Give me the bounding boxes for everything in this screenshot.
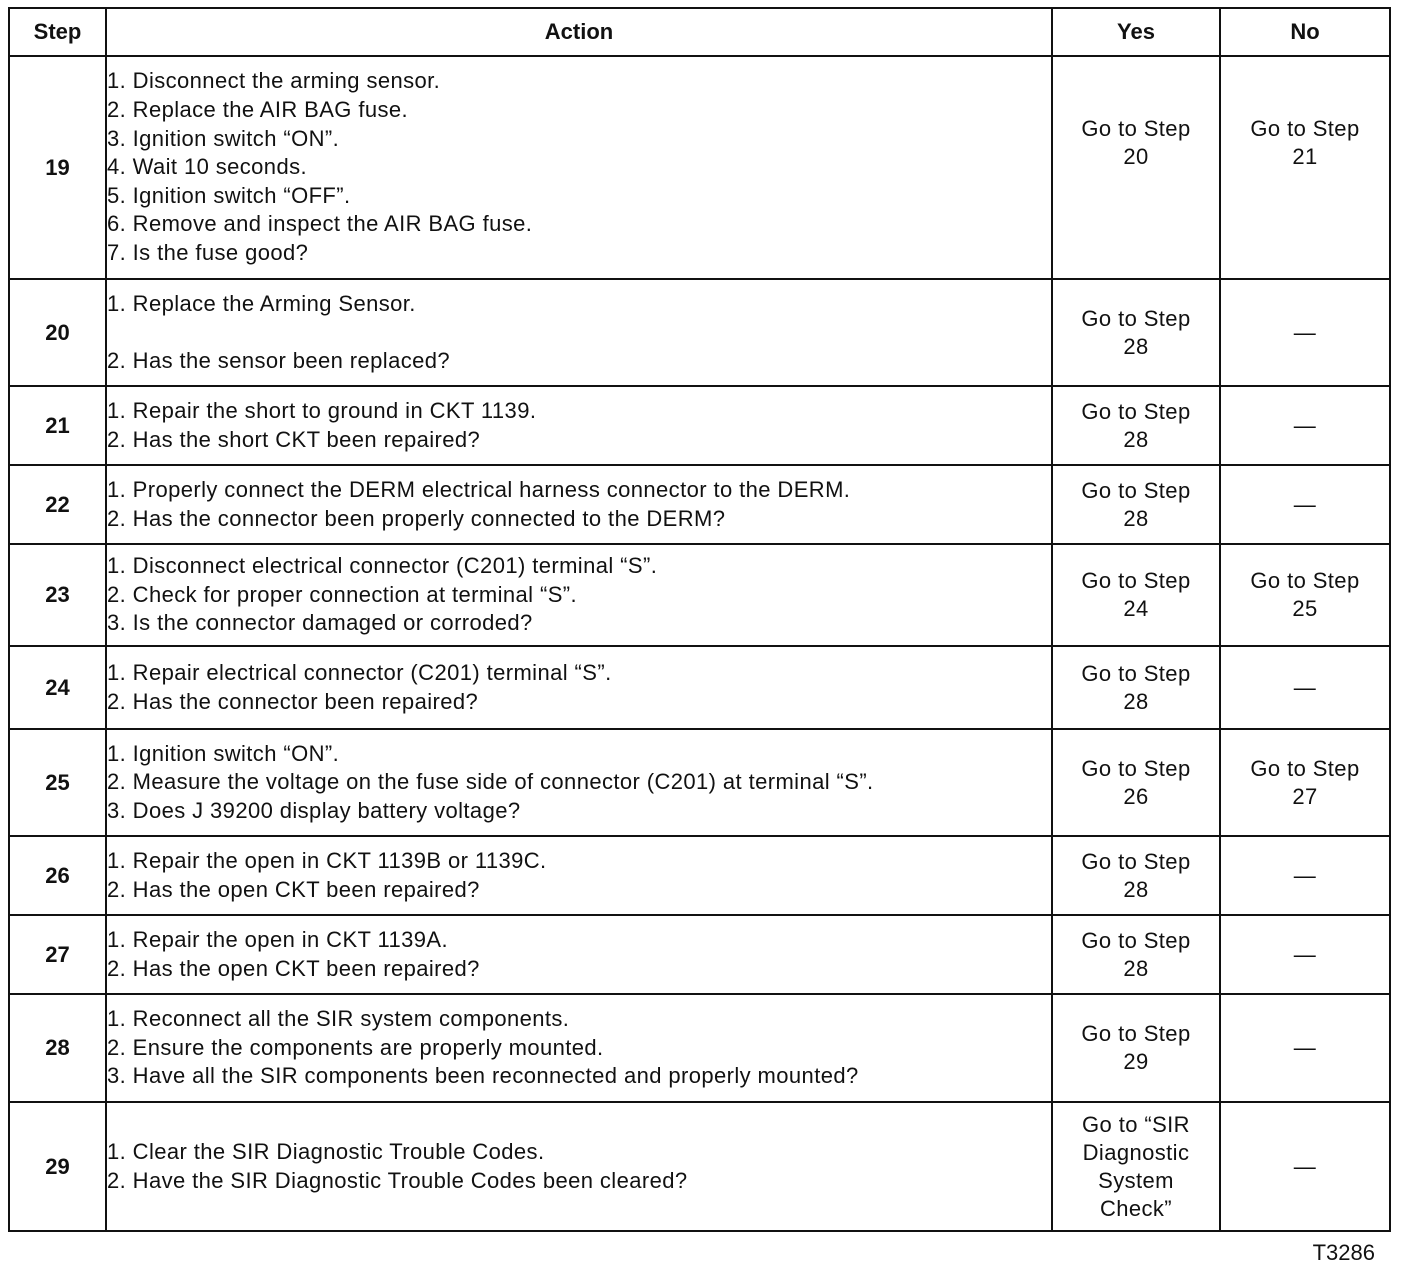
action-item: 1. Repair electrical connector (C201) terminal “S”. (107, 659, 612, 685)
action-list (107, 552, 1051, 638)
action-item: 1. Disconnect the arming sensor. (107, 68, 441, 94)
yes-cell (1052, 646, 1220, 729)
no-outcome: Go to Step 27 (1250, 755, 1360, 809)
action-list (107, 740, 1051, 826)
no-outcome: — (1293, 862, 1317, 888)
action-item: 6. Remove and inspect the AIR BAG fuse. (107, 211, 533, 237)
table-row (9, 915, 1390, 994)
yes-cell (1052, 386, 1220, 465)
no-cell (1220, 56, 1390, 279)
table-row (9, 994, 1390, 1102)
no-outcome: — (1293, 491, 1317, 517)
action-cell (106, 646, 1052, 729)
action-cell (106, 544, 1052, 646)
action-cell (106, 465, 1052, 544)
table-row (9, 544, 1390, 646)
action-item: 1. Replace the Arming Sensor. (107, 290, 416, 316)
yes-cell (1052, 836, 1220, 915)
no-outcome: — (1293, 941, 1317, 967)
action-item: 2. Has the connector been properly connected to the DERM? (107, 505, 726, 531)
table-row (9, 386, 1390, 465)
table-row (9, 1102, 1390, 1231)
table-row (9, 646, 1390, 729)
header-step: Step (9, 8, 106, 56)
action-item: 5. Ignition switch “OFF”. (107, 182, 351, 208)
table-row (9, 56, 1390, 279)
action-item: 2. Has the short CKT been repaired? (107, 426, 481, 452)
yes-outcome: Go to Step 28 (1081, 477, 1191, 531)
action-item: 2. Has the sensor been replaced? (107, 347, 451, 373)
step-number: 28 (9, 994, 106, 1102)
no-outcome: Go to Step 21 (1250, 116, 1360, 169)
step-number: 25 (9, 729, 106, 836)
action-item: 2. Check for proper connection at terminal “S”. (107, 581, 578, 607)
action-cell (106, 1102, 1052, 1231)
action-item: 1. Repair the open in CKT 1139B or 1139C. (107, 847, 547, 873)
action-cell (106, 729, 1052, 836)
no-cell (1220, 994, 1390, 1102)
table-row (9, 279, 1390, 386)
yes-outcome: Go to Step 28 (1081, 660, 1191, 714)
table-row (9, 729, 1390, 836)
action-item: 4. Wait 10 seconds. (107, 154, 307, 180)
step-number: 20 (9, 279, 106, 386)
yes-outcome: Go to Step 28 (1081, 927, 1191, 981)
yes-outcome: Go to Step 29 (1081, 1021, 1191, 1074)
action-list (107, 476, 1051, 533)
yes-outcome: Go to Step 28 (1081, 305, 1191, 359)
yes-outcome: Go to Step 26 (1081, 755, 1191, 809)
action-list (107, 847, 1051, 904)
yes-cell (1052, 465, 1220, 544)
figure-id: T3286 (1312, 1240, 1375, 1265)
header-no: No (1220, 8, 1390, 56)
yes-outcome: Go to Step 28 (1081, 848, 1191, 902)
header-yes: Yes (1052, 8, 1220, 56)
action-item: 2. Has the connector been repaired? (107, 688, 479, 714)
action-item: 1. Clear the SIR Diagnostic Trouble Codes. (107, 1138, 545, 1164)
action-list (107, 659, 1051, 716)
yes-cell (1052, 1102, 1220, 1231)
action-list (107, 397, 1051, 454)
step-number: 24 (9, 646, 106, 729)
action-item: 3. Have all the SIR components been reconnected and properly mounted? (107, 1063, 859, 1089)
action-item: 2. Replace the AIR BAG fuse. (107, 97, 409, 123)
yes-cell (1052, 56, 1220, 279)
yes-cell (1052, 994, 1220, 1102)
step-number: 29 (9, 1102, 106, 1231)
yes-outcome: Go to Step 28 (1081, 398, 1191, 452)
no-cell (1220, 729, 1390, 836)
action-cell (106, 836, 1052, 915)
no-cell (1220, 279, 1390, 386)
action-item: 1. Properly connect the DERM electrical harness connector to the DERM. (107, 476, 851, 502)
action-cell (106, 386, 1052, 465)
yes-outcome: Go to Step 24 (1081, 568, 1191, 621)
table-row (9, 836, 1390, 915)
action-item: 7. Is the fuse good? (107, 239, 309, 265)
no-cell (1220, 544, 1390, 646)
no-cell (1220, 1102, 1390, 1231)
step-number: 22 (9, 465, 106, 544)
action-item: 2. Has the open CKT been repaired? (107, 876, 480, 902)
action-cell (106, 994, 1052, 1102)
table-row (9, 465, 1390, 544)
header-action: Action (106, 8, 1052, 56)
yes-outcome: Go to Step 20 (1081, 116, 1191, 169)
action-item: 1. Ignition switch “ON”. (107, 740, 340, 766)
action-list (107, 926, 1051, 983)
header-row (9, 8, 1390, 56)
action-item: 1. Repair the short to ground in CKT 1139. (107, 397, 537, 423)
step-number: 23 (9, 544, 106, 646)
action-item: 3. Ignition switch “ON”. (107, 125, 340, 151)
no-outcome: Go to Step 25 (1250, 568, 1360, 621)
no-outcome: — (1293, 674, 1317, 700)
action-list (107, 1005, 1051, 1091)
step-number: 21 (9, 386, 106, 465)
no-outcome: — (1293, 1153, 1317, 1179)
yes-cell (1052, 915, 1220, 994)
action-cell (106, 56, 1052, 279)
no-cell (1220, 915, 1390, 994)
no-cell (1220, 465, 1390, 544)
no-cell (1220, 646, 1390, 729)
action-list (107, 67, 1051, 267)
action-item: 2. Ensure the components are properly mounted. (107, 1034, 604, 1060)
action-list (107, 290, 1051, 376)
action-item: 1. Reconnect all the SIR system components. (107, 1006, 570, 1032)
diagnostic-table (8, 7, 1391, 1232)
yes-cell (1052, 544, 1220, 646)
action-cell (106, 915, 1052, 994)
action-item: 3. Does J 39200 display battery voltage? (107, 797, 521, 823)
action-item: 2. Measure the voltage on the fuse side of connector (C201) at terminal “S”. (107, 769, 874, 795)
no-outcome: — (1293, 1035, 1317, 1060)
yes-cell (1052, 279, 1220, 386)
step-number: 27 (9, 915, 106, 994)
yes-outcome: Go to “SIR Diagnostic System Check” (1082, 1111, 1190, 1221)
action-item: 2. Have the SIR Diagnostic Trouble Codes been cleared? (107, 1167, 688, 1193)
no-outcome: — (1293, 412, 1317, 438)
action-cell (106, 279, 1052, 386)
action-item: 1. Disconnect electrical connector (C201) terminal “S”. (107, 553, 658, 579)
action-item: 1. Repair the open in CKT 1139A. (107, 926, 448, 952)
step-number: 26 (9, 836, 106, 915)
yes-cell (1052, 729, 1220, 836)
action-list (107, 1138, 1051, 1195)
action-item: 2. Has the open CKT been repaired? (107, 955, 480, 981)
no-outcome: — (1293, 319, 1317, 345)
action-item: 3. Is the connector damaged or corroded? (107, 610, 533, 636)
no-cell (1220, 386, 1390, 465)
step-number: 19 (9, 56, 106, 279)
no-cell (1220, 836, 1390, 915)
